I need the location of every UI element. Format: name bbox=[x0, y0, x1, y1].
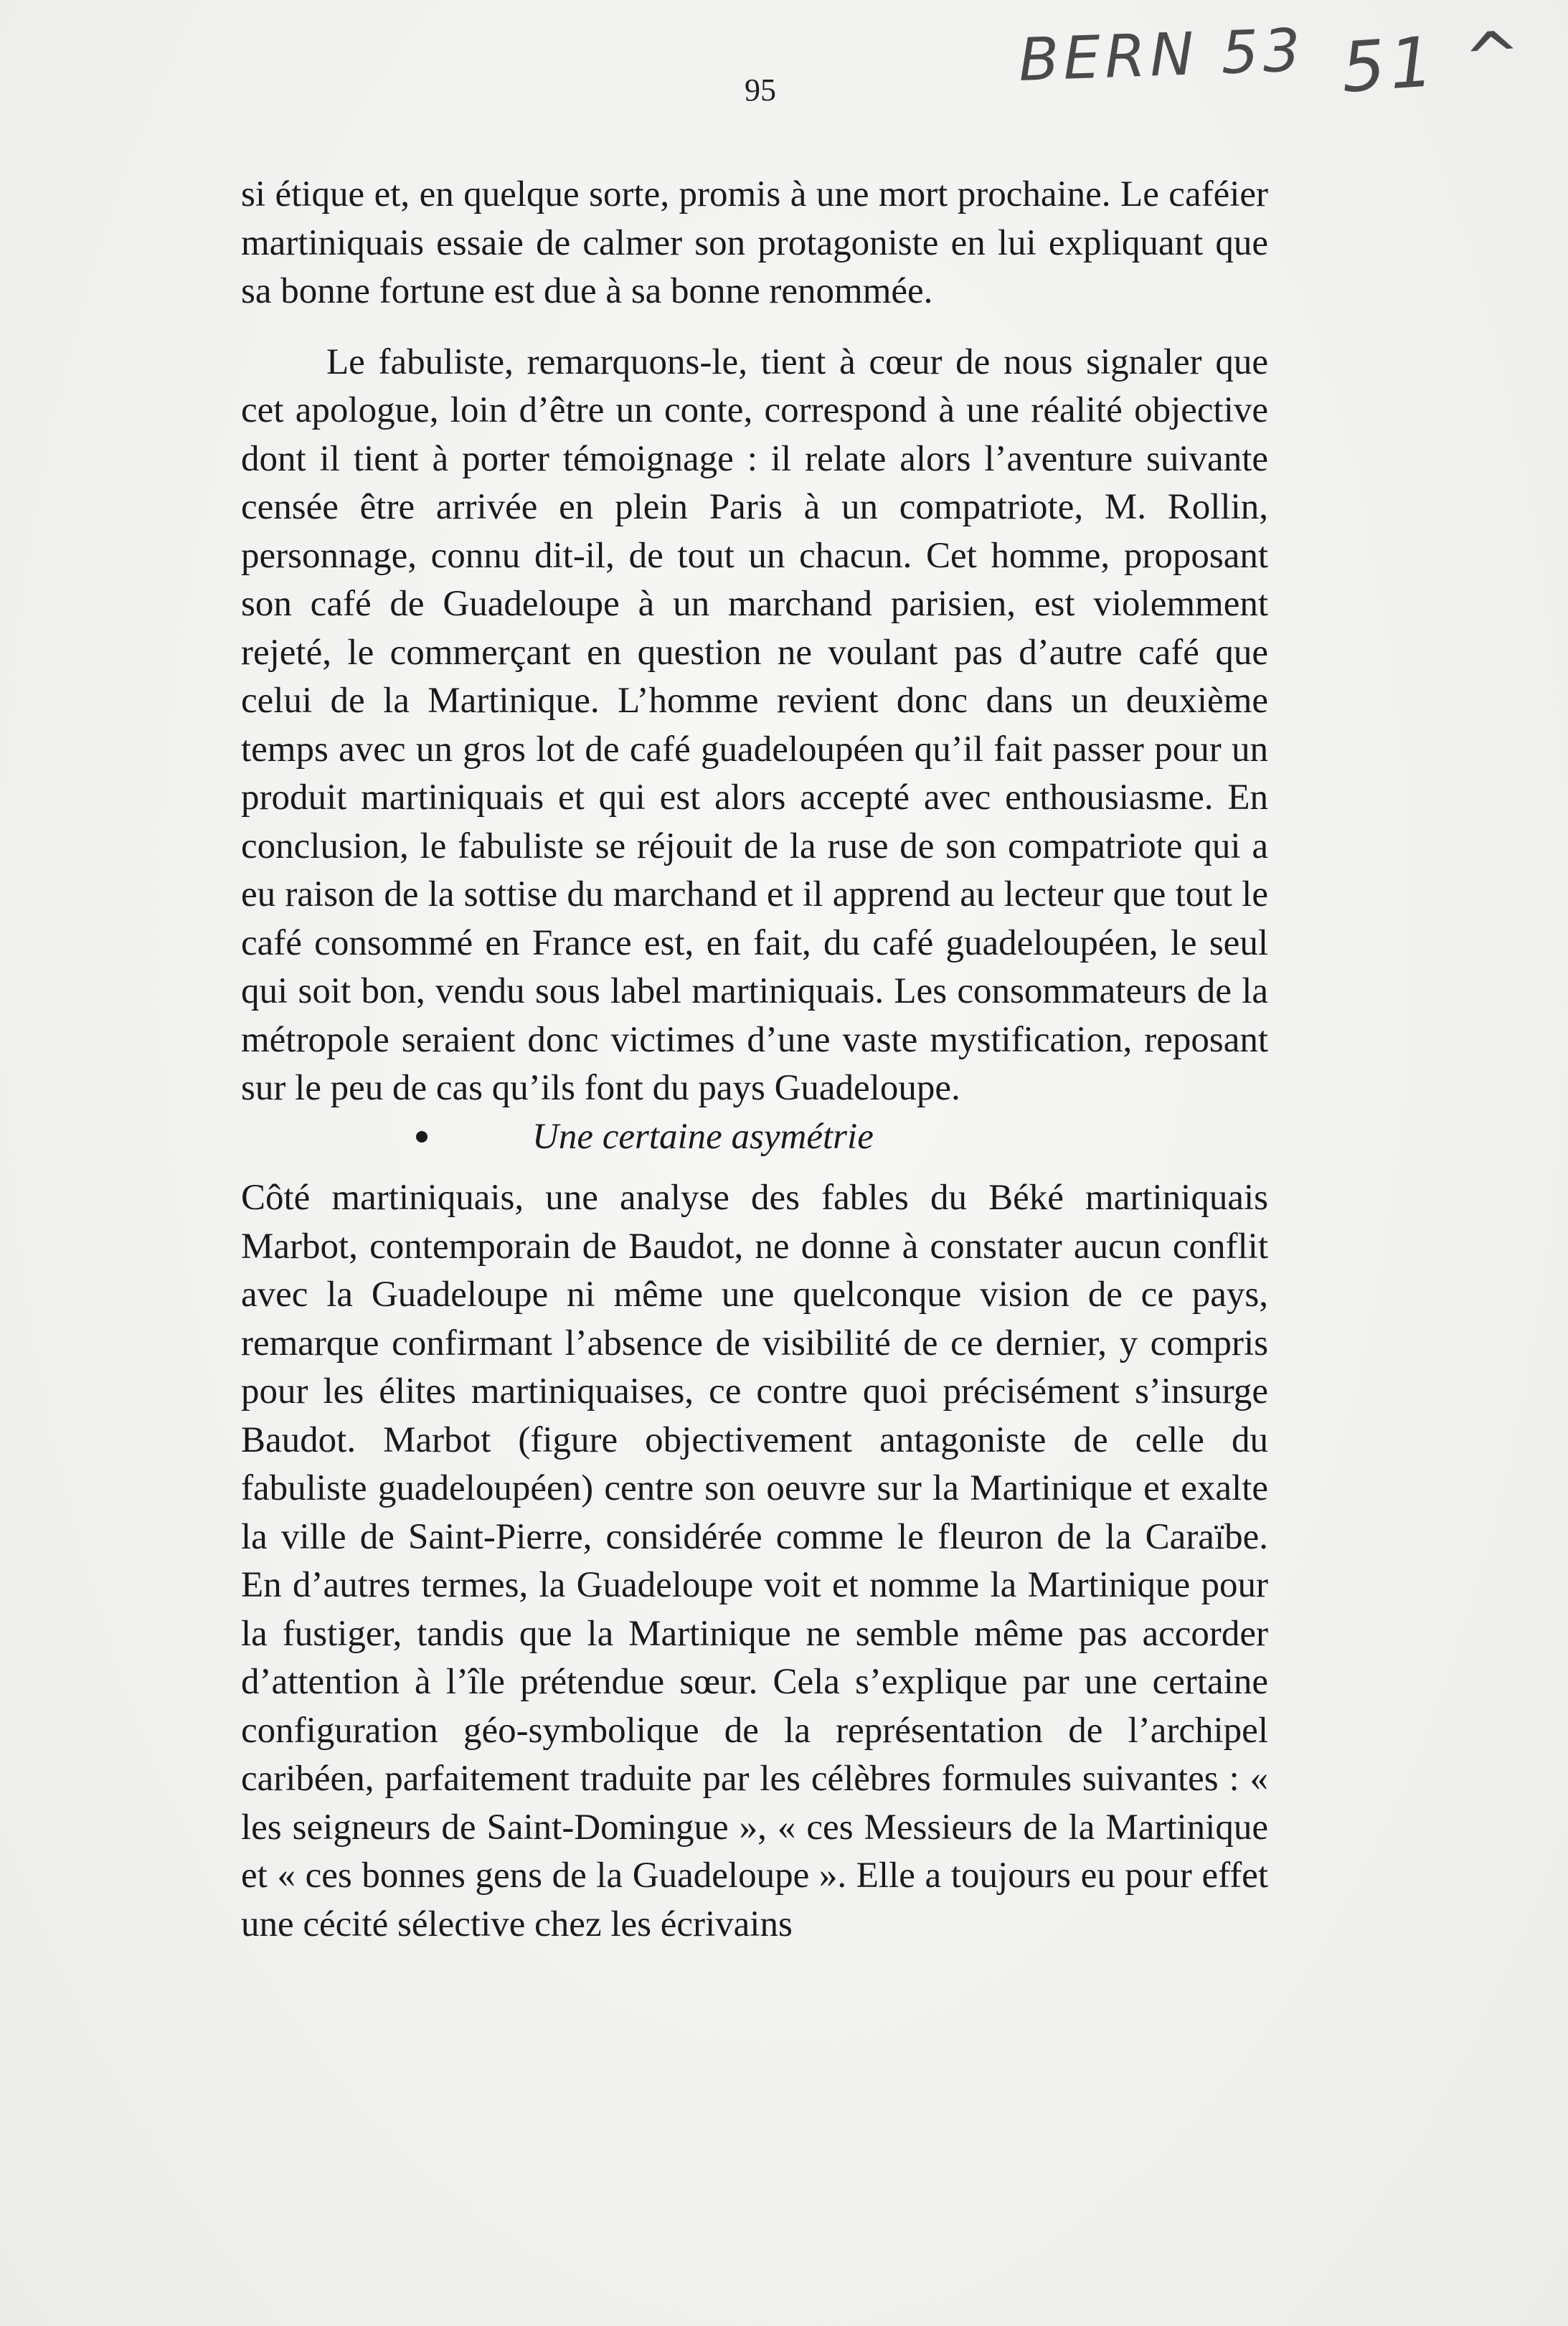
body-text bbox=[241, 171, 1268, 1949]
paragraph-3: Côté martiniquais, une analyse des fables du Béké martiniquais Marbot, contemporain de Baudot, ne donne à constater aucun conflit avec la Guadeloupe ni même une quelconque vision de ce pays, remarque confirmant l’absence de visibilité de ce dernier, y compris pour les élites martiniquaises, ce contre quoi précisément s’insurge Baudot. Marbot (figure objectivement antagoniste de celle du fabuliste guadeloupéen) centre son oeuvre sur la Martinique et exalte la ville de Saint-Pierre, considérée comme le fleuron de la Caraïbe. En d’autres termes, la Guadeloupe voit et nomme la Martinique pour la fustiger, tandis que la Martinique ne semble même pas accorder d’attention à l’île prétendue sœur. Cela s’explique par une certaine configuration géo-symbolique de la représentation de l’archipel caribéen, parfaitement traduite par les célèbres formules suivantes : « les seigneurs de Saint-Domingue », « ces Messieurs de la Martinique et « ces bonnes gens de la Guadeloupe ». Elle a toujours eu pour effet une cécité sélective chez les écrivains bbox=[241, 1178, 1268, 1944]
handwritten-reference: BERN 53 bbox=[1017, 16, 1306, 95]
section-heading-text: Une certaine asymétrie bbox=[532, 1116, 874, 1157]
bullet-icon bbox=[416, 1131, 428, 1143]
section-heading bbox=[241, 1113, 1268, 1162]
handwritten-number: 51 ^ bbox=[1338, 15, 1529, 108]
paragraph-1: si étique et, en quelque sorte, promis à une mort prochaine. Le caféier martiniquais essaie de calmer son protagoniste en lui expliquant que sa bonne fortune est due à sa bonne renommée. bbox=[241, 174, 1268, 311]
paragraph-2: Le fabuliste, remarquons-le, tient à cœur de nous signaler que cet apologue, loin d’être un conte, correspond à une réalité objective dont il tient à porter témoignage : il relate alors l’aventure suivante censée être arrivée en plein Paris à un compatriote, M. Rollin, personnage, connu dit-il, de tout un chacun. Cet homme, proposant son café de Guadeloupe à un marchand parisien, est violemment rejeté, le commerçant en question ne voulant pas d’autre café que celui de la Martinique. L’homme revient donc dans un deuxième temps avec un gros lot de café guadeloupéen qu’il fait passer pour un produit martiniquais et qui est alors accepté avec enthousiasme. En conclusion, le fabuliste se réjouit de la ruse de son compatriote qui a eu raison de la sottise du marchand et il apprend au lecteur que tout le café consommé en France est, en fait, du café guadeloupéen, le seul qui soit bon, vendu sous label martiniquais. Les consommateurs de la métropole seraient donc victimes d’une vaste mystification, reposant sur le peu de cas qu’ils font du pays Guadeloupe. bbox=[241, 341, 1268, 1108]
page-number: 95 bbox=[745, 72, 776, 108]
